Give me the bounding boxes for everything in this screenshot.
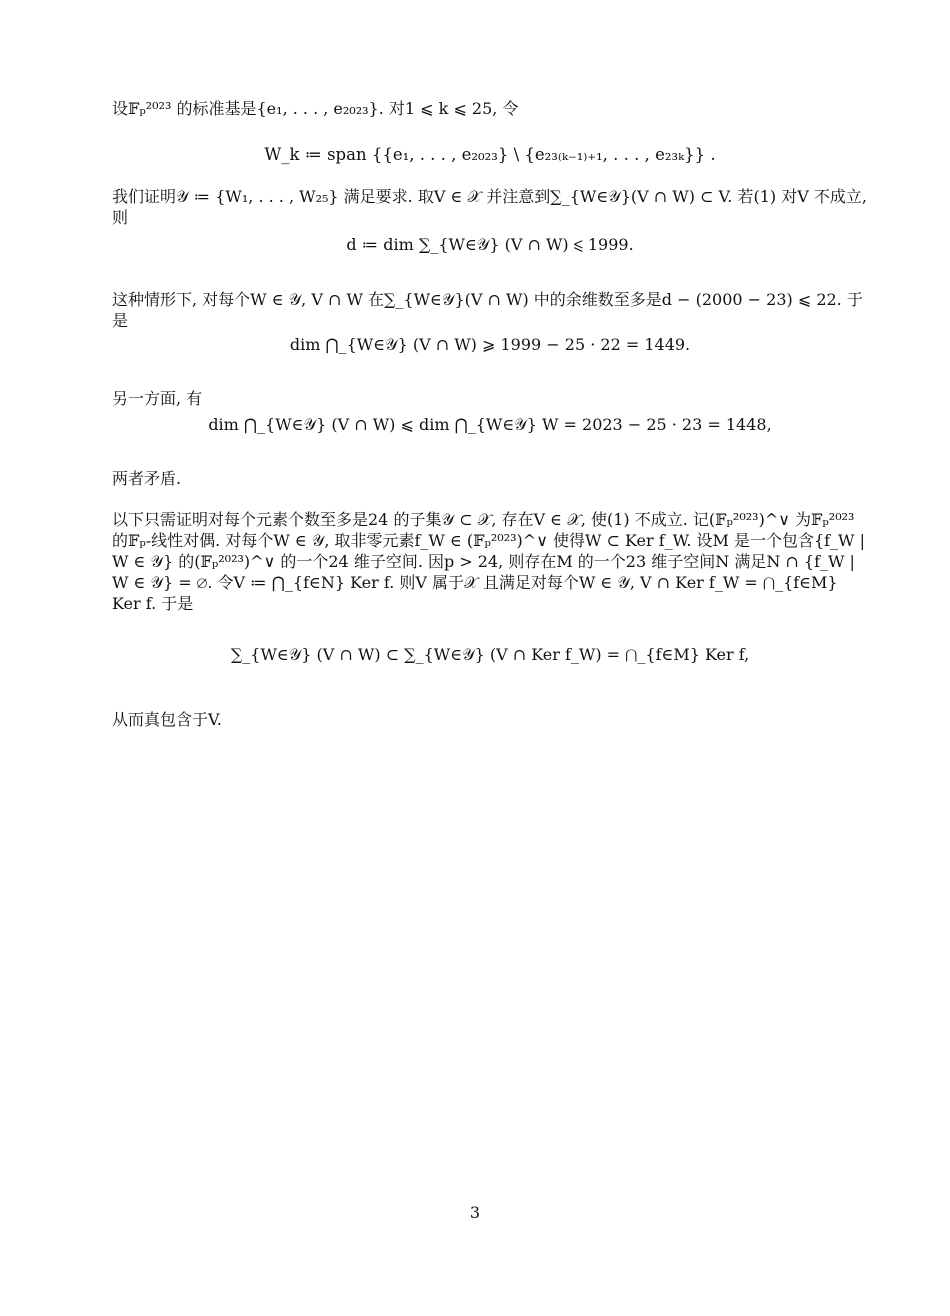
paragraph-proof-claim: 我们证明𝒴 ≔ {W₁, . . . , W₂₅} 满足要求. 取V ∈ 𝒳 并注意到∑_{W∈𝒴}(V ∩ W) ⊂ V. 若(1) 对V 不成立, 则 — [112, 187, 867, 227]
equation-wk-definition: W_k ≔ span {{e₁, . . . , e₂₀₂₃} \ {e₂₃₍ₖ₋₁₎₊₁, . . . , e₂₃ₖ}} . — [264, 145, 716, 164]
page-number: 3 — [469, 1203, 481, 1222]
paragraph-remaining-proof: 以下只需证明对每个元素个数至多是24 的子集𝒴 ⊂ 𝒳, 存在V ∈ 𝒳, 使(1) 不成立. 记(𝔽ₚ²⁰²³)^∨ 为𝔽ₚ²⁰²³ 的𝔽ₚ-线性对偶. 对每个W ∈ 𝒴, 取非零元素f_W ∈ (𝔽ₚ²⁰²³)^∨ 使得W ⊂ Ker f_W. 设M 是一个包含{f_W | W ∈ 𝒴} 的(𝔽ₚ²⁰²³)^∨ 的一个24 维子空间. 因p > 24, 则存在M 的一个23 维子空间N 满足N ∩ {f_W | W ∈ 𝒴} = ∅. 令V ≔ ⋂_{f∈N} Ker f. 则V 属于𝒳 且满足对每个W ∈ 𝒴, V ∩ Ker f_W = ⋂_{f∈M} Ker f. 于是 — [112, 510, 865, 613]
paragraph-other-hand: 另一方面, 有 — [112, 389, 203, 408]
equation-intersection-lower: dim ⋂_{W∈𝒴} (V ∩ W) ⩾ 1999 − 25 · 22 = 1449. — [289, 335, 691, 354]
equation-intersection-upper: dim ⋂_{W∈𝒴} (V ∩ W) ⩽ dim ⋂_{W∈𝒴} W = 2023 − 25 · 23 = 1448, — [208, 415, 772, 434]
paragraph-codimension: 这种情形下, 对每个W ∈ 𝒴, V ∩ W 在∑_{W∈𝒴}(V ∩ W) 中的余维数至多是d − (2000 − 23) ⩽ 22. 于是 — [112, 290, 863, 330]
equation-d-bound: d ≔ dim ∑_{W∈𝒴} (V ∩ W) ⩽ 1999. — [346, 235, 634, 254]
paragraph-standard-basis: 设𝔽ₚ²⁰²³ 的标准基是{e₁, . . . , e₂₀₂₃}. 对1 ⩽ k ⩽ 25, 令 — [112, 99, 519, 118]
paragraph-contradiction: 两者矛盾. — [112, 469, 182, 488]
paragraph-conclusion: 从而真包含于V. — [112, 710, 222, 729]
equation-sum-inclusion: ∑_{W∈𝒴} (V ∩ W) ⊂ ∑_{W∈𝒴} (V ∩ Ker f_W) = ⋂_{f∈M} Ker f, — [230, 645, 750, 664]
